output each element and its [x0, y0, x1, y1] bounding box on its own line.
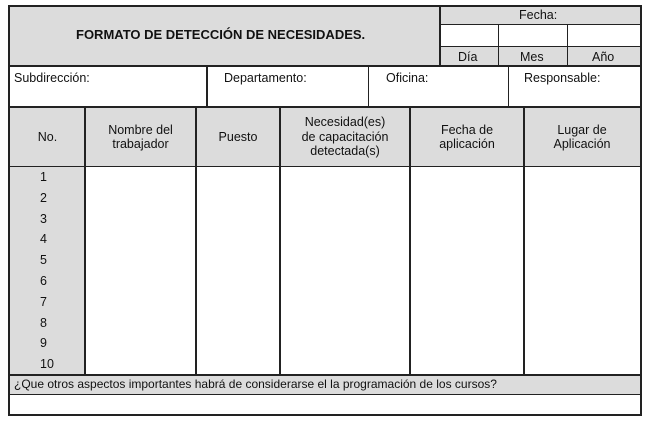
col-header-nombre: Nombre del trabajador [108, 122, 173, 151]
row-number: 9 [40, 336, 47, 351]
footer-question: ¿Que otros aspectos importantes habrá de considerarse el la programación de los cursos? [14, 377, 497, 391]
divider [439, 7, 441, 65]
row-number: 8 [40, 315, 47, 330]
ano-label: Año [592, 50, 615, 64]
row-number: 4 [40, 232, 47, 247]
col-header-lugar: Lugar de Aplicación [553, 122, 611, 151]
divider [10, 106, 640, 108]
mes-label: Mes [520, 50, 544, 64]
subdireccion-label: Subdirección: [14, 71, 90, 85]
row-number: 3 [40, 211, 47, 226]
divider [368, 66, 369, 107]
divider [10, 374, 640, 376]
col-header-no: No. [37, 129, 58, 144]
row-number: 7 [40, 294, 47, 309]
row-number: 2 [40, 190, 47, 205]
dia-label: Día [458, 50, 478, 64]
divider [440, 46, 640, 47]
row-number: 1 [40, 170, 47, 184]
col-header-fecha: Fecha de aplicación [439, 122, 495, 151]
divider [440, 24, 640, 25]
divider [498, 24, 499, 65]
divider [10, 166, 640, 167]
divider [10, 394, 640, 395]
row-number: 6 [40, 274, 47, 288]
row-number: 5 [40, 253, 47, 268]
divider [523, 108, 525, 375]
oficina-label: Oficina: [386, 71, 429, 85]
form-title: FORMATO DE DETECCIÓN DE NECESIDADES. [76, 27, 366, 42]
divider [195, 108, 197, 375]
row-number: 10 [40, 357, 54, 372]
divider [567, 24, 568, 65]
departamento-label: Departamento: [224, 71, 307, 85]
divider [409, 108, 411, 375]
divider [508, 66, 509, 107]
divider [84, 108, 86, 375]
divider [279, 108, 281, 375]
divider [206, 66, 208, 107]
col-header-necesidad: Necesidad(es) de capacitación detectada(s) [301, 115, 389, 159]
col-header-puesto: Puesto [218, 129, 258, 144]
responsable-label: Responsable: [524, 71, 601, 85]
divider [10, 65, 640, 67]
fecha-label: Fecha: [519, 8, 558, 22]
